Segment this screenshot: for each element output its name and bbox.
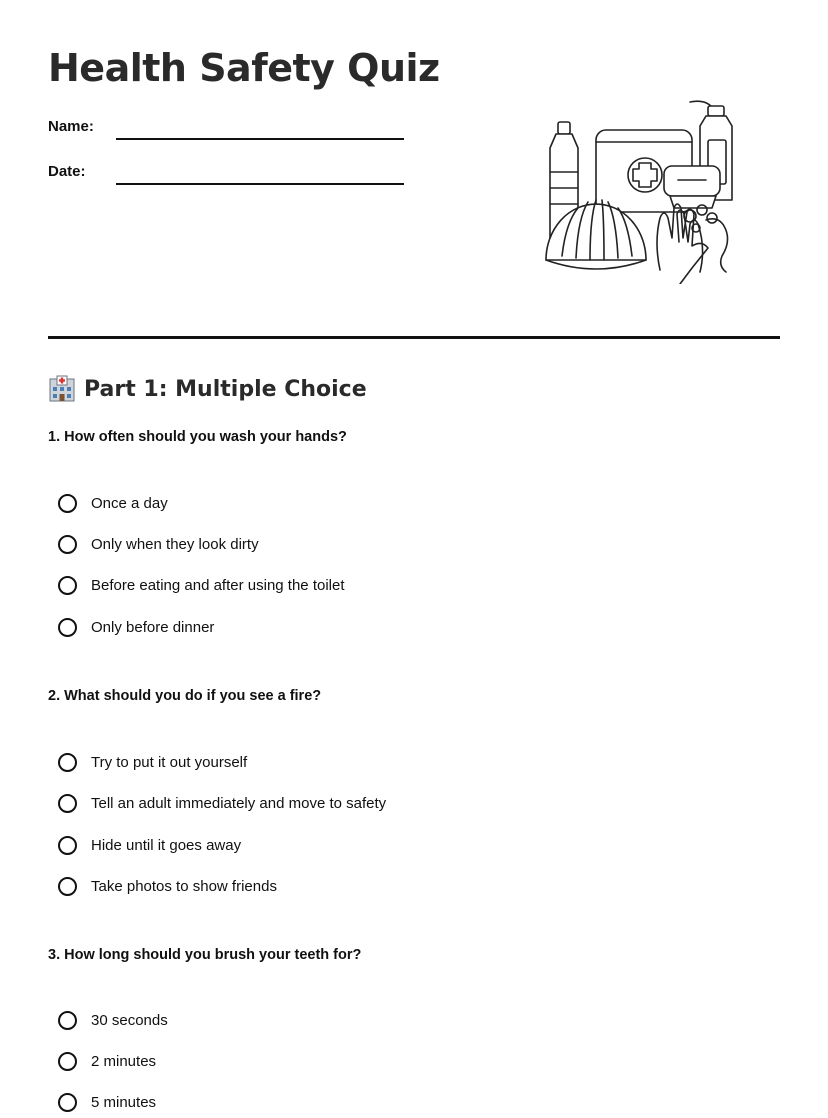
health-safety-items-icon <box>540 92 748 284</box>
radio-circle[interactable] <box>58 1052 77 1071</box>
radio-circle[interactable] <box>58 753 77 772</box>
question-1: 1. How often should you wash your hands? <box>48 429 347 445</box>
option-label: Before eating and after using the toilet <box>91 576 345 594</box>
answer-option[interactable] <box>58 1007 168 1033</box>
question-3: 3. How long should you brush your teeth for? <box>48 947 362 963</box>
question-2: 2. What should you do if you see a fire? <box>48 688 322 704</box>
quiz-worksheet <box>48 0 780 1118</box>
answer-option[interactable] <box>58 832 241 858</box>
answer-option[interactable] <box>58 531 259 557</box>
option-label: Take photos to show friends <box>91 877 277 895</box>
date-blank-line[interactable] <box>116 183 404 185</box>
radio-circle[interactable] <box>58 494 77 513</box>
name-label: Name: <box>48 118 94 135</box>
date-label: Date: <box>48 163 86 180</box>
radio-circle[interactable] <box>58 794 77 813</box>
answer-option[interactable] <box>58 749 247 775</box>
date-field <box>48 163 408 193</box>
option-label: 5 minutes <box>91 1093 157 1111</box>
option-label: 30 seconds <box>91 1011 168 1029</box>
radio-circle[interactable] <box>58 618 77 637</box>
option-label: Once a day <box>91 494 168 512</box>
hospital-icon <box>48 375 76 403</box>
answer-option[interactable] <box>58 1089 156 1115</box>
radio-circle[interactable] <box>58 576 77 595</box>
answer-option[interactable] <box>58 790 386 816</box>
answer-option[interactable] <box>58 490 168 516</box>
radio-circle[interactable] <box>58 1093 77 1112</box>
radio-circle[interactable] <box>58 1011 77 1030</box>
page-title: Health Safety Quiz <box>48 46 440 90</box>
option-label: Only when they look dirty <box>91 535 259 553</box>
option-label: Tell an adult immediately and move to safety <box>91 794 387 812</box>
radio-circle[interactable] <box>58 535 77 554</box>
radio-circle[interactable] <box>58 877 77 896</box>
answer-option[interactable] <box>58 572 345 598</box>
option-label: Try to put it out yourself <box>91 753 248 771</box>
name-blank-line[interactable] <box>116 138 404 140</box>
answer-option[interactable] <box>58 614 214 640</box>
part1-heading <box>48 372 367 406</box>
option-label: Only before dinner <box>91 618 215 636</box>
option-label: Hide until it goes away <box>91 836 242 854</box>
radio-circle[interactable] <box>58 836 77 855</box>
section-divider <box>48 336 780 339</box>
option-label: 2 minutes <box>91 1052 157 1070</box>
answer-option[interactable] <box>58 1048 156 1074</box>
name-field <box>48 118 408 148</box>
part1-title: Part 1: Multiple Choice <box>84 376 367 402</box>
answer-option[interactable] <box>58 873 277 899</box>
